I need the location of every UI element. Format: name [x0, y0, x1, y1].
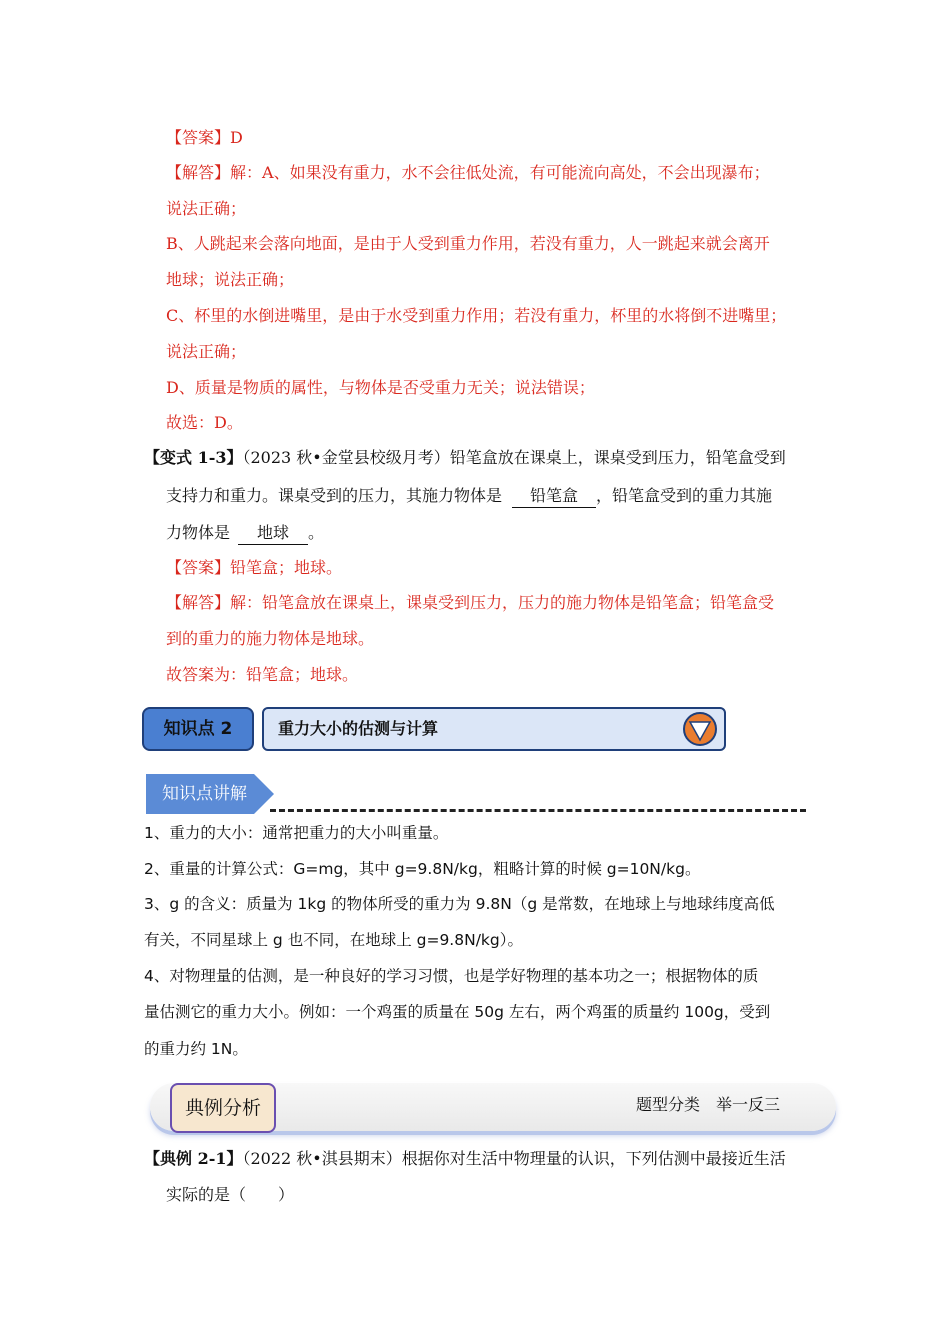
variant-line-1: 【变式 1-3】（2023 秋•金堂县校级月考）铅笔盒放在课桌上，课桌受到压力，铅笔盒受到	[144, 448, 786, 467]
analysis-line-5: C、杯里的水倒进嘴里，是由于水受到重力作用；若没有重力，杯里的水将倒不进嘴里；	[166, 306, 787, 325]
fill-blank-1: 铅笔盒	[512, 485, 596, 508]
answer2-line: 【答案】铅笔盒；地球。	[166, 558, 343, 577]
example-banner-subtitle: 题型分类 举一反三	[636, 1095, 781, 1114]
analysis-line-7: D、质量是物质的属性，与物体是否受重力无关；说法错误；	[166, 378, 595, 397]
analysis2-line-1: 【解答】解：铅笔盒放在课桌上，课桌受到压力，压力的施力物体是铅笔盒；铅笔盒受	[166, 593, 775, 612]
analysis2-line-3: 故答案为：铅笔盒；地球。	[166, 665, 359, 684]
variant-label: 【变式 1-3】	[144, 448, 243, 467]
variant-line-2: 支持力和重力。课桌受到的压力，其施力物体是 铅笔盒 ，铅笔盒受到的重力其施	[166, 485, 772, 508]
analysis-label: 【解答】	[166, 163, 231, 182]
dashed-divider	[270, 809, 806, 812]
down-triangle-icon	[682, 711, 718, 747]
lecture-item-4: 4、对物理量的估测，是一种良好的学习习惯，也是学好物理的基本功之一；根据物体的质	[144, 967, 759, 985]
knowledge-point-title: 重力大小的估测与计算	[278, 719, 439, 738]
knowledge-point-tag: 知识点 2	[142, 707, 254, 751]
lecture-item-3-cont: 有关，不同星球上 g 也不同，在地球上 g=9.8N/kg）。	[144, 931, 523, 949]
knowledge-point-bar	[262, 707, 726, 751]
analysis-line-1: 【解答】解：A、如果没有重力，水不会往低处流，有可能流向高处，不会出现瀑布；	[166, 163, 770, 182]
analysis-line-2: 说法正确；	[166, 199, 247, 218]
example-label: 【典例 2-1】	[144, 1149, 243, 1168]
lecture-item-1: 1、重力的大小：通常把重力的大小叫重量。	[144, 824, 449, 842]
lecture-ribbon-text: 知识点讲解	[162, 784, 247, 804]
example-tag: 典例分析	[170, 1083, 276, 1133]
lecture-item-4-cont: 量估测它的重力大小。例如：一个鸡蛋的质量在 50g 左右，两个鸡蛋的质量约 100g，受到	[144, 1003, 771, 1021]
variant-line-3: 力物体是 地球 。	[166, 522, 324, 545]
lecture-item-2: 2、重量的计算公式：G=mg，其中 g=9.8N/kg，粗略计算的时候 g=10N/kg。	[144, 860, 701, 878]
lecture-item-4-end: 的重力约 1N。	[144, 1040, 248, 1058]
analysis-line-8: 故选：D。	[166, 413, 243, 432]
analysis-line-4: 地球；说法正确；	[166, 270, 295, 289]
answer-line	[166, 127, 243, 149]
lecture-item-3: 3、g 的含义：质量为 1kg 的物体所受的重力为 9.8N（g 是常数，在地球上与地球纬度高低	[144, 895, 775, 913]
answer-label: 【答案】	[166, 128, 231, 147]
fill-blank-2: 地球	[238, 522, 308, 545]
analysis-line-3: B、人跳起来会落向地面，是由于人受到重力作用，若没有重力，人一跳起来就会离开	[166, 234, 770, 253]
analysis-line-6: 说法正确；	[166, 342, 247, 361]
answer-value: D	[230, 128, 243, 147]
analysis2-line-2: 到的重力的施力物体是地球。	[166, 629, 375, 648]
example-line-2: 实际的是（ ）	[166, 1185, 295, 1204]
example-line-1: 【典例 2-1】（2022 秋•淇县期末）根据你对生活中物理量的认识，下列估测中最接近生活	[144, 1149, 786, 1168]
